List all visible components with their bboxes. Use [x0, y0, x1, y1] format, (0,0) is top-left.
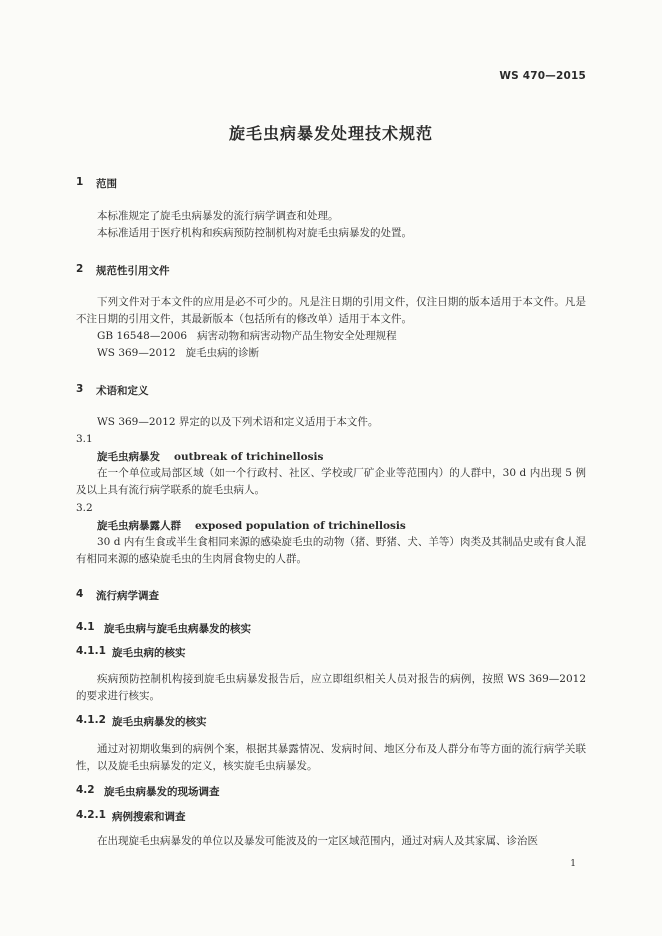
document-code: WS 470—2015 — [499, 70, 586, 82]
subsection-heading-4-1-1 — [76, 645, 476, 659]
term-heading — [97, 449, 323, 464]
reference-title: 旋毛虫病的诊断 — [185, 347, 260, 359]
term-chinese: 旋毛虫病暴发 — [97, 451, 160, 463]
section-title: 规范性引用文件 — [96, 265, 170, 277]
section-number: 2 — [76, 263, 84, 275]
section-heading-4 — [76, 588, 376, 602]
section-title: 病例搜索和调查 — [112, 811, 186, 823]
paragraph: WS 369—2012 界定的以及下列术语和定义适用于本文件。 — [97, 416, 379, 428]
term-chinese: 旋毛虫病暴露人群 — [97, 520, 181, 532]
section-number: 4 — [76, 588, 84, 600]
section-title: 旋毛虫病与旋毛虫病暴发的核实 — [104, 623, 251, 635]
document-title: 旋毛虫病暴发处理技术规范 — [228, 124, 433, 143]
paragraph: 本标准规定了旋毛虫病暴发的流行病学调查和处理。 — [97, 210, 339, 222]
section-title: 流行病学调查 — [96, 590, 159, 602]
page-number: 1 — [570, 859, 576, 869]
term-english: exposed population of trichinellosis — [195, 520, 406, 532]
section-heading-3 — [76, 383, 376, 397]
reference-code: GB 16548—2006 — [97, 330, 188, 342]
reference-item — [97, 329, 397, 344]
section-title: 旋毛虫病的核实 — [112, 647, 186, 659]
section-number: 4.1.1 — [76, 645, 106, 657]
subsection-heading-4-1-2 — [76, 714, 476, 728]
reference-title: 病害动物和病害动物产品生物安全处理规程 — [197, 330, 397, 342]
section-heading-1 — [76, 176, 376, 190]
reference-item — [97, 346, 259, 361]
subsection-heading-4-2-1 — [76, 809, 476, 823]
section-heading-2 — [76, 263, 376, 277]
term-heading — [97, 518, 406, 533]
term-number: 3.2 — [76, 502, 93, 514]
section-number: 1 — [76, 176, 84, 188]
reference-code: WS 369—2012 — [97, 347, 176, 359]
paragraph: 本标准适用于医疗机构和疾病预防控制机构对旋毛虫病暴发的处置。 — [97, 227, 412, 239]
section-number: 4.1 — [76, 621, 95, 633]
term-definition: 30 d 内有生食或半生食相同来源的感染旋毛虫的动物（猪、野猪、犬、羊等）肉类及其制品史或有食人混有相同来源的感染旋毛虫的生肉屑食物史的人群。 — [76, 536, 586, 565]
subsection-heading-4-1 — [76, 621, 476, 635]
section-title: 范围 — [96, 178, 117, 190]
term-english: outbreak of trichinellosis — [174, 451, 324, 463]
term-definition: 在一个单位或局部区域（如一个行政村、社区、学校或厂矿企业等范围内）的人群中，30 d 内出现 5 例及以上具有流行病学联系的旋毛虫病人。 — [76, 467, 586, 496]
section-title: 旋毛虫病暴发的现场调查 — [104, 786, 220, 798]
term-number: 3.1 — [76, 433, 93, 445]
section-title: 术语和定义 — [96, 385, 149, 397]
paragraph: 通过对初期收集到的病例个案，根据其暴露情况、发病时间、地区分布及人群分布等方面的流行病学关联性，以及旋毛虫病暴发的定义，核实旋毛虫病暴发。 — [76, 743, 586, 772]
paragraph: 疾病预防控制机构接到旋毛虫病暴发报告后，应立即组织相关人员对报告的病例，按照 WS 369—2012 的要求进行核实。 — [76, 673, 586, 702]
section-number: 4.1.2 — [76, 714, 106, 726]
section-number: 4.2.1 — [76, 809, 106, 821]
subsection-heading-4-2 — [76, 784, 476, 798]
section-title: 旋毛虫病暴发的核实 — [112, 716, 207, 728]
section-number: 3 — [76, 383, 84, 395]
section-number: 4.2 — [76, 784, 95, 796]
paragraph: 下列文件对于本文件的应用是必不可少的。凡是注日期的引用文件，仅注日期的版本适用于本文件。凡是不注日期的引用文件，其最新版本（包括所有的修改单）适用于本文件。 — [76, 296, 586, 325]
paragraph: 在出现旋毛虫病暴发的单位以及暴发可能波及的一定区域范围内，通过对病人及其家属、诊治医 — [97, 835, 538, 847]
